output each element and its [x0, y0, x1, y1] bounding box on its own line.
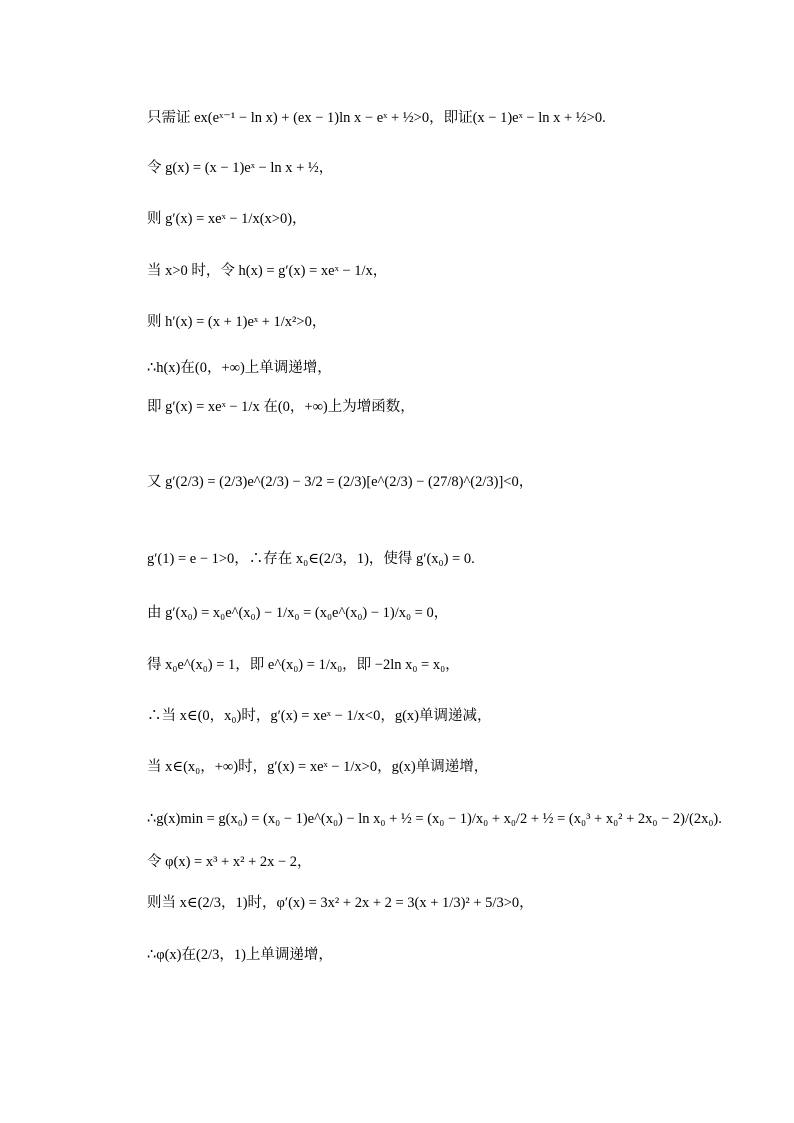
proof-line-4: 当 x>0 时，令 h(x) = g′(x) = xeˣ − 1/x， [147, 263, 388, 279]
proof-line-5: 则 h′(x) = (x + 1)eˣ + 1/x²>0， [147, 314, 327, 330]
proof-line-12: ∴当 x∈(0，x₀)时，g′(x) = xeˣ − 1/x<0，g(x)单调递减， [147, 708, 492, 724]
proof-line-17: ∴φ(x)在(2/3，1)上单调递增， [147, 947, 333, 963]
proof-line-1: 只需证 ex(eˣ⁻¹ − ln x) + (ex − 1)ln x − eˣ + ½>0，即证(x − 1)eˣ − ln x + ½>0. [147, 110, 606, 126]
proof-line-6: ∴h(x)在(0，+∞)上单调递增， [147, 360, 332, 376]
proof-line-8: 又 g′(2/3) = (2/3)e^(2/3) − 3/2 = (2/3)[e^(2/3) − (27/8)^(2/3)]<0， [147, 474, 534, 490]
proof-line-3: 则 g′(x) = xeˣ − 1/x(x>0)， [147, 211, 307, 227]
proof-line-15: 令 φ(x) = x³ + x² + 2x − 2， [147, 854, 312, 870]
proof-line-2: 令 g(x) = (x − 1)eˣ − ln x + ½， [147, 160, 334, 176]
proof-line-13: 当 x∈(x₀，+∞)时，g′(x) = xeˣ − 1/x>0，g(x)单调递增， [147, 759, 489, 775]
proof-line-10: 由 g′(x₀) = x₀e^(x₀) − 1/x₀ = (x₀e^(x₀) − 1)/x₀ = 0， [147, 605, 449, 621]
proof-line-16: 则当 x∈(2/3，1)时，φ′(x) = 3x² + 2x + 2 = 3(x + 1/3)² + 5/3>0， [147, 895, 534, 911]
proof-line-7: 即 g′(x) = xeˣ − 1/x 在(0，+∞)上为增函数， [147, 399, 415, 415]
proof-line-9: g′(1) = e − 1>0，∴存在 x₀∈(2/3，1)，使得 g′(x₀) = 0. [147, 551, 475, 567]
proof-line-11: 得 x₀e^(x₀) = 1，即 e^(x₀) = 1/x₀，即 −2ln x₀ = x₀， [147, 657, 460, 673]
proof-line-14: ∴g(x)min = g(x₀) = (x₀ − 1)e^(x₀) − ln x₀ + ½ = (x₀ − 1)/x₀ + x₀/2 + ½ = (x₀³ + x₀² + 2x₀ − 2)/(2x₀). [147, 811, 722, 827]
